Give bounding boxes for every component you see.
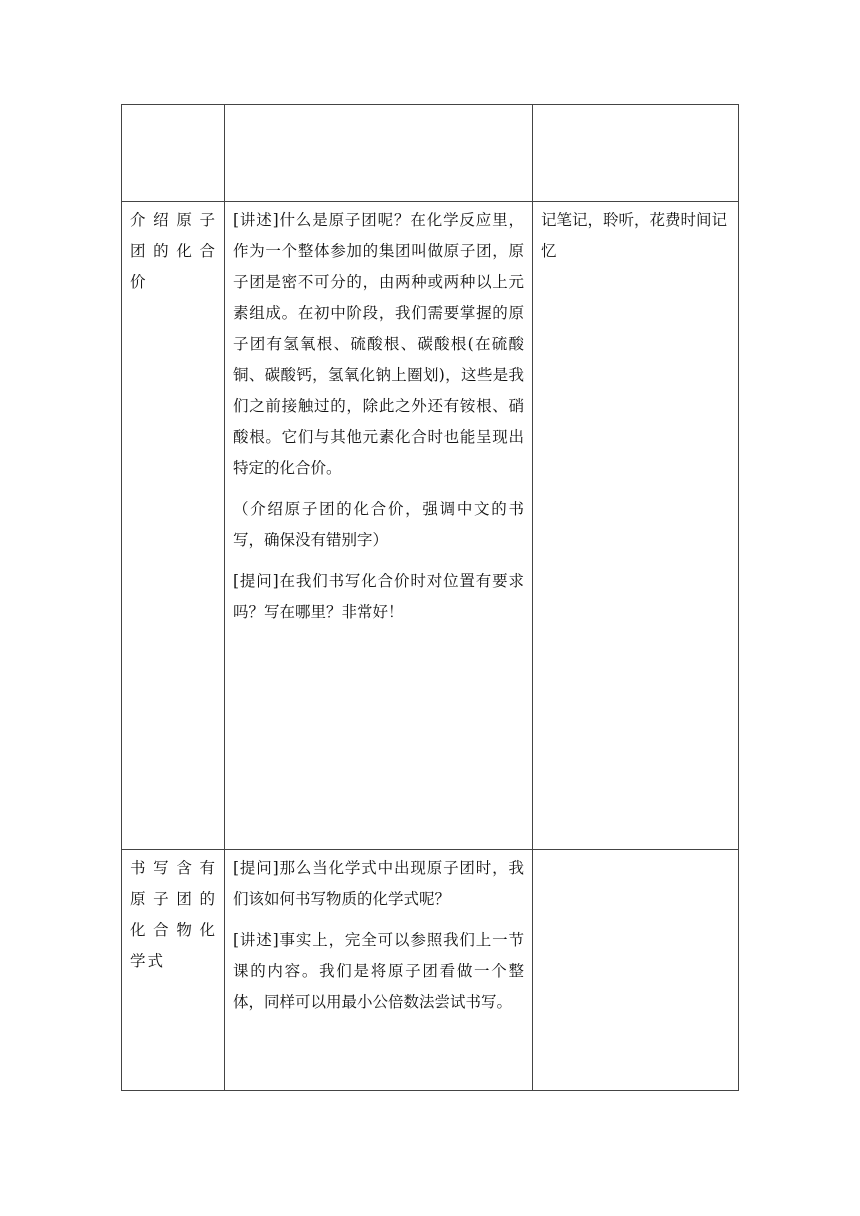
table-row: [122, 105, 739, 202]
table-row: [122, 850, 739, 1091]
lesson-plan-table: [121, 104, 739, 1091]
topic-text: 书写含有原子团的化合物化学式: [130, 859, 217, 970]
teacher-activity-cell: [225, 105, 533, 202]
teacher-paragraph: （介绍原子团的化合价，强调中文的书写，确保没有错别字）: [233, 500, 524, 549]
student-activity-cell: [533, 105, 739, 202]
topic-cell: [122, 202, 225, 850]
topic-text: 介绍原子团的化合价: [130, 211, 217, 291]
teacher-paragraph: [提问]那么当化学式中出现原子团时，我们该如何书写物质的化学式呢？: [233, 859, 524, 908]
teacher-activity-cell: [225, 202, 533, 850]
topic-cell: [122, 850, 225, 1091]
teacher-paragraph: [讲述]事实上，完全可以参照我们上一节课的内容。我们是将原子团看做一个整体，同样可以用最小公倍数法尝试书写。: [233, 931, 524, 1011]
teacher-paragraph: [提问]在我们书写化合价时对位置有要求吗？写在哪里？非常好！: [233, 572, 524, 621]
teacher-activity-cell: [225, 850, 533, 1091]
topic-cell: [122, 105, 225, 202]
student-activity-cell: [533, 202, 739, 850]
table-row: [122, 202, 739, 850]
student-activity-cell: [533, 850, 739, 1091]
student-text: 记笔记，聆听，花费时间记忆: [541, 211, 728, 260]
teacher-paragraph: [讲述]什么是原子团呢？在化学反应里，作为一个整体参加的集团叫做原子团，原子团是密不可分的，由两种或两种以上元素组成。在初中阶段，我们需要掌握的原子团有氢氧根、硫酸根、碳酸根(在硫酸铜、碳酸钙，氢氧化钠上圈划)，这些是我们之前接触过的，除此之外还有铵根、硝酸根。它们与其他元素化合时也能呈现出特定的化合价。: [233, 211, 524, 477]
